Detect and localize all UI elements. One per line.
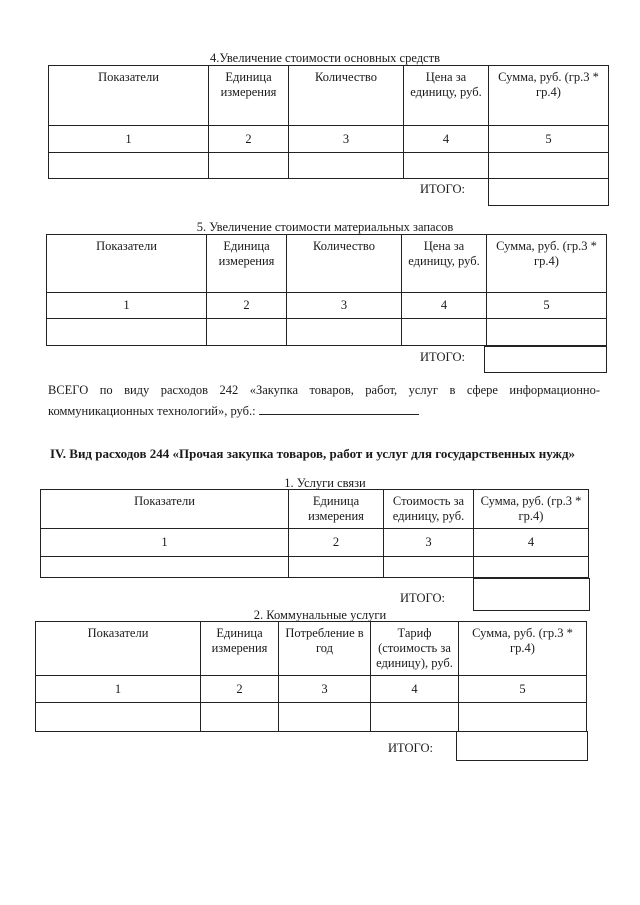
table-cell	[384, 557, 474, 578]
table-cell	[47, 319, 207, 346]
section4-total-box	[488, 178, 609, 206]
header-cell: Сумма, руб. (гр.3 * гр.4)	[489, 66, 609, 126]
table-cell	[404, 153, 489, 179]
table-header-row	[47, 235, 607, 293]
table-row	[47, 319, 607, 346]
column-number: 1	[41, 529, 289, 557]
header-cell: Сумма, руб. (гр.3 * гр.4)	[459, 622, 587, 676]
header-cell: Стоимость за единицу, руб.	[384, 490, 474, 529]
header-cell: Количество	[287, 235, 402, 293]
column-number: 5	[487, 293, 607, 319]
column-number: 4	[474, 529, 589, 557]
header-cell: Сумма, руб. (гр.3 * гр.4)	[487, 235, 607, 293]
summary-242-label: ВСЕГО по виду расходов 242 «Закупка товаров, работ, услуг в сфере информационно-коммуникационных технологий», руб.:	[48, 383, 600, 418]
header-cell: Показатели	[36, 622, 201, 676]
column-number: 1	[47, 293, 207, 319]
section5-total-label: ИТОГО:	[420, 350, 465, 364]
section4-table	[48, 65, 609, 179]
header-cell: Показатели	[41, 490, 289, 529]
comm-total-box	[473, 578, 590, 611]
table-header-row	[36, 622, 587, 676]
column-number: 3	[384, 529, 474, 557]
header-cell: Цена за единицу, руб.	[404, 66, 489, 126]
summary-242-blank	[259, 402, 419, 415]
section5-total-box	[484, 346, 607, 373]
column-number: 2	[207, 293, 287, 319]
table-header-row	[41, 490, 589, 529]
table-cell	[49, 153, 209, 179]
table-cell	[459, 703, 587, 732]
column-number: 5	[459, 676, 587, 703]
column-number: 3	[279, 676, 371, 703]
table-cell	[289, 557, 384, 578]
part4-heading: IV. Вид расходов 244 «Прочая закупка товаров, работ и услуг для государственных нужд»	[50, 446, 576, 461]
section4-total-label: ИТОГО:	[420, 182, 465, 196]
header-cell: Показатели	[47, 235, 207, 293]
column-number: 2	[209, 126, 289, 153]
table-cell	[41, 557, 289, 578]
utilities-caption: 2. Коммунальные услуги	[253, 608, 387, 622]
table-row	[41, 557, 589, 578]
comm-total-label: ИТОГО:	[400, 591, 445, 605]
table-cell	[402, 319, 487, 346]
column-number: 2	[289, 529, 384, 557]
table-cell	[289, 153, 404, 179]
utilities-total-box	[456, 731, 588, 761]
column-number: 3	[287, 293, 402, 319]
column-number: 1	[49, 126, 209, 153]
header-cell: Количество	[289, 66, 404, 126]
comm-table	[40, 489, 589, 578]
section5-caption: 5. Увеличение стоимости материальных запасов	[196, 220, 454, 234]
column-number: 4	[404, 126, 489, 153]
table-cell	[209, 153, 289, 179]
column-number: 4	[371, 676, 459, 703]
column-number-row	[36, 676, 587, 703]
section5-table	[46, 234, 607, 346]
table-header-row	[49, 66, 609, 126]
table-cell	[207, 319, 287, 346]
table-row	[49, 153, 609, 179]
table-cell	[487, 319, 607, 346]
table-row	[36, 703, 587, 732]
utilities-table	[35, 621, 587, 732]
utilities-total-label: ИТОГО:	[388, 741, 433, 755]
table-cell	[474, 557, 589, 578]
column-number: 3	[289, 126, 404, 153]
column-number-row	[49, 126, 609, 153]
header-cell: Сумма, руб. (гр.3 * гр.4)	[474, 490, 589, 529]
column-number: 2	[201, 676, 279, 703]
column-number: 5	[489, 126, 609, 153]
section4-caption: 4.Увеличение стоимости основных средств	[210, 51, 440, 65]
table-cell	[279, 703, 371, 732]
header-cell: Единица измерения	[201, 622, 279, 676]
table-cell	[201, 703, 279, 732]
header-cell: Единица измерения	[207, 235, 287, 293]
comm-caption: 1. Услуги связи	[284, 476, 366, 490]
column-number: 1	[36, 676, 201, 703]
column-number: 4	[402, 293, 487, 319]
header-cell: Потребление в год	[279, 622, 371, 676]
table-cell	[489, 153, 609, 179]
table-cell	[287, 319, 402, 346]
header-cell: Цена за единицу, руб.	[402, 235, 487, 293]
column-number-row	[47, 293, 607, 319]
header-cell: Единица измерения	[209, 66, 289, 126]
summary-242-text	[48, 380, 600, 422]
table-cell	[371, 703, 459, 732]
header-cell: Единица измерения	[289, 490, 384, 529]
table-cell	[36, 703, 201, 732]
column-number-row	[41, 529, 589, 557]
header-cell: Тариф (стоимость за единицу), руб.	[371, 622, 459, 676]
header-cell: Показатели	[49, 66, 209, 126]
